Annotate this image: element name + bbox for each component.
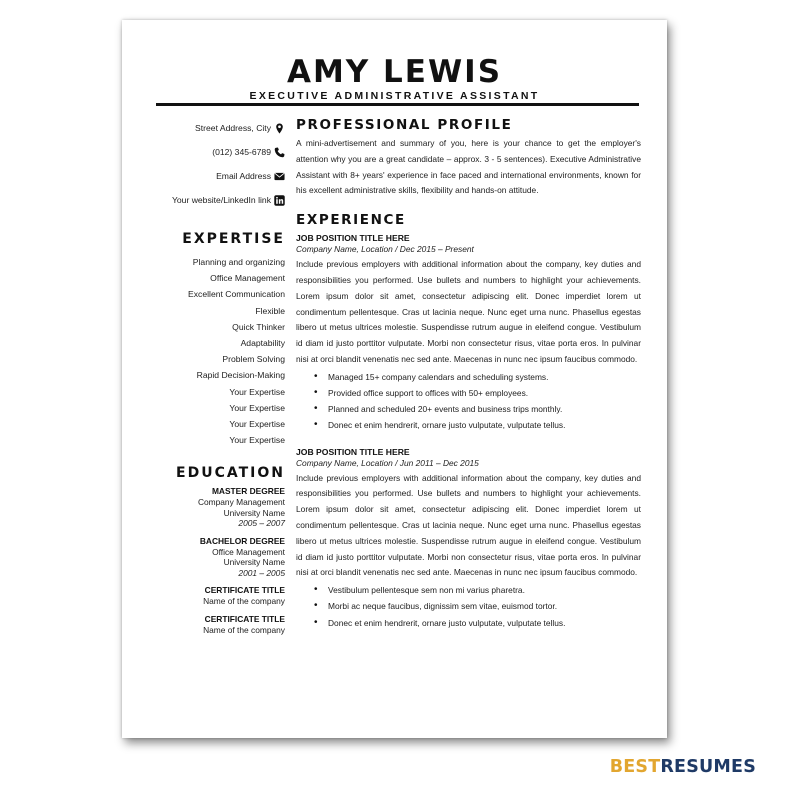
achievement-item: • Vestibulum pellentesque sem non mi varius pharetra. [314, 582, 641, 598]
education-entry [142, 614, 285, 636]
job-title: JOB POSITION TITLE HERE [296, 233, 410, 244]
degree-title: BACHELOR DEGREE [199, 535, 285, 546]
email-icon [274, 171, 285, 182]
certificate-company: Name of the company [203, 624, 285, 635]
education-entry [142, 486, 285, 529]
achievement-item: • Managed 15+ company calendars and scheduling systems. [314, 369, 641, 385]
linkedin-icon [274, 195, 285, 206]
job-title: JOB POSITION TITLE HERE [296, 446, 410, 457]
degree-field: Company Management [197, 497, 285, 508]
degree-field: Office Management [212, 546, 285, 557]
degree-dates: 2001 – 2005 [238, 567, 285, 578]
expertise-item: Your Expertise [229, 402, 285, 413]
achievement-item: • Donec et enim hendrerit, ornare justo vulputate, vulputate tellus. [314, 615, 641, 631]
expertise-item: Planning and organizing [192, 257, 285, 267]
location-icon [274, 123, 285, 134]
degree-title: MASTER DEGREE [211, 486, 285, 497]
logo-best: BEST [609, 757, 661, 777]
certificate-title: CERTIFICATE TITLE [204, 613, 285, 624]
degree-dates: 2005 – 2007 [238, 518, 285, 529]
expertise-item: Adaptability [240, 338, 285, 349]
contact-phone-text: (012) 345-6789 [212, 147, 271, 157]
achievement-item: • Planned and scheduled 20+ events and business trips monthly. [314, 401, 641, 417]
job-description: Include previous employers with additional information about the company, key duties and responsibilities you performed. Use bullets and numbers to highlight your achievements. Lorem ipsum dolor sit amet, consectetur adipiscing elit. Donec imperdiet lorem ut condimentum pellentesque. Cras ut lacinia neque. Nunc eget urna nunc. Phasellus egestas libero ut metus ultrices molestie. Suspendisse rutrum augue in eleifend congue. Vestibulum id diam id justo porttitor vulputate. Morbi non consectetur risus, vitae porta eros. In pulvinar nisi at orci blandit venenatis nec sed ante. Maecenas in nunc nec ipsum faucibus commodo. [296, 259, 641, 364]
achievement-item: • Provided office support to offices with 50+ employees. [314, 385, 641, 401]
expertise-item: Quick Thinker [232, 321, 285, 332]
contact-linkedin [142, 188, 285, 212]
contact-email-text: Email Address [216, 171, 271, 181]
job-description: Include previous employers with additional information about the company, key duties and responsibilities you performed. Use bullets and numbers to highlight your achievements. Lorem ipsum dolor sit amet, consectetur adipiscing elit. Donec imperdiet lorem ut condimentum pellentesque. Cras ut lacinia neque. Nunc eget urna nunc. Phasellus egestas libero ut metus ultrices molestie. Suspendisse rutrum augue in eleifend congue. Vestibulum id diam id justo porttitor vulputate. Morbi non consectetur risus, vitae porta eros. In pulvinar nisi at orci blandit venenatis nec sed ante. Maecenas in nunc nec ipsum faucibus commodo. [296, 472, 641, 578]
job-achievements [296, 369, 641, 434]
job-company-dates: Company Name, Location / Jun 2011 – Dec 2015 [296, 457, 479, 468]
achievement-item: • Donec et enim hendrerit, ornare justo vulputate, vulputate tellus. [314, 417, 641, 433]
bestresumes-logo [610, 757, 756, 777]
expertise-item: Flexible [255, 305, 285, 316]
expertise-item: Excellent Communication [188, 289, 285, 300]
expertise-item: Your Expertise [229, 386, 285, 397]
contact-address [142, 116, 285, 140]
achievement-item: • Morbi ac neque faucibus, dignissim sem vitae, euismod tortor. [314, 598, 641, 614]
candidate-name: AMY LEWIS [286, 54, 503, 90]
phone-icon [274, 147, 285, 158]
expertise-item: Your Expertise [229, 419, 285, 430]
resume-page [122, 20, 667, 738]
expertise-heading: EXPERTISE [182, 231, 285, 247]
university-name: University Name [223, 507, 285, 518]
left-column [142, 116, 285, 635]
job-role-title: EXECUTIVE ADMINISTRATIVE ASSISTANT [249, 90, 540, 102]
expertise-item: Office Management [210, 273, 285, 284]
logo-resumes: RESUMES [660, 757, 756, 777]
expertise-list [142, 254, 285, 448]
job-achievements [296, 582, 641, 631]
contact-linkedin-text: Your website/LinkedIn link [171, 195, 271, 205]
expertise-item: Problem Solving [222, 354, 285, 365]
expertise-item: Rapid Decision-Making [196, 370, 285, 381]
contact-list [142, 116, 285, 212]
experience-heading: EXPERIENCE [296, 212, 406, 229]
education-list [142, 486, 285, 635]
expertise-item: Your Expertise [229, 435, 285, 446]
right-column [296, 116, 641, 631]
contact-phone [142, 140, 285, 164]
education-heading: EDUCATION [176, 465, 285, 482]
job-entry [296, 233, 641, 433]
certificate-title: CERTIFICATE TITLE [204, 585, 285, 596]
contact-email [142, 164, 285, 188]
education-entry [142, 585, 285, 607]
job-entry [296, 447, 641, 631]
university-name: University Name [223, 557, 285, 568]
certificate-company: Name of the company [203, 596, 285, 607]
contact-address-text: Street Address, City [195, 123, 271, 133]
header-divider [156, 103, 639, 106]
education-entry [142, 536, 285, 579]
profile-summary: A mini-advertisement and summary of you, here is your chance to get the employer's attention why you are a great candidate – approx. 3 - 5 sentences). Executive Administrative Assistant with 8+ years' experience in face paced and international environments, known for his excellent administrative skills, flexibility and hands-on attitude. [296, 138, 641, 196]
profile-heading: PROFESSIONAL PROFILE [296, 117, 513, 133]
job-company-dates: Company Name, Location / Dec 2015 – Present [296, 244, 474, 255]
